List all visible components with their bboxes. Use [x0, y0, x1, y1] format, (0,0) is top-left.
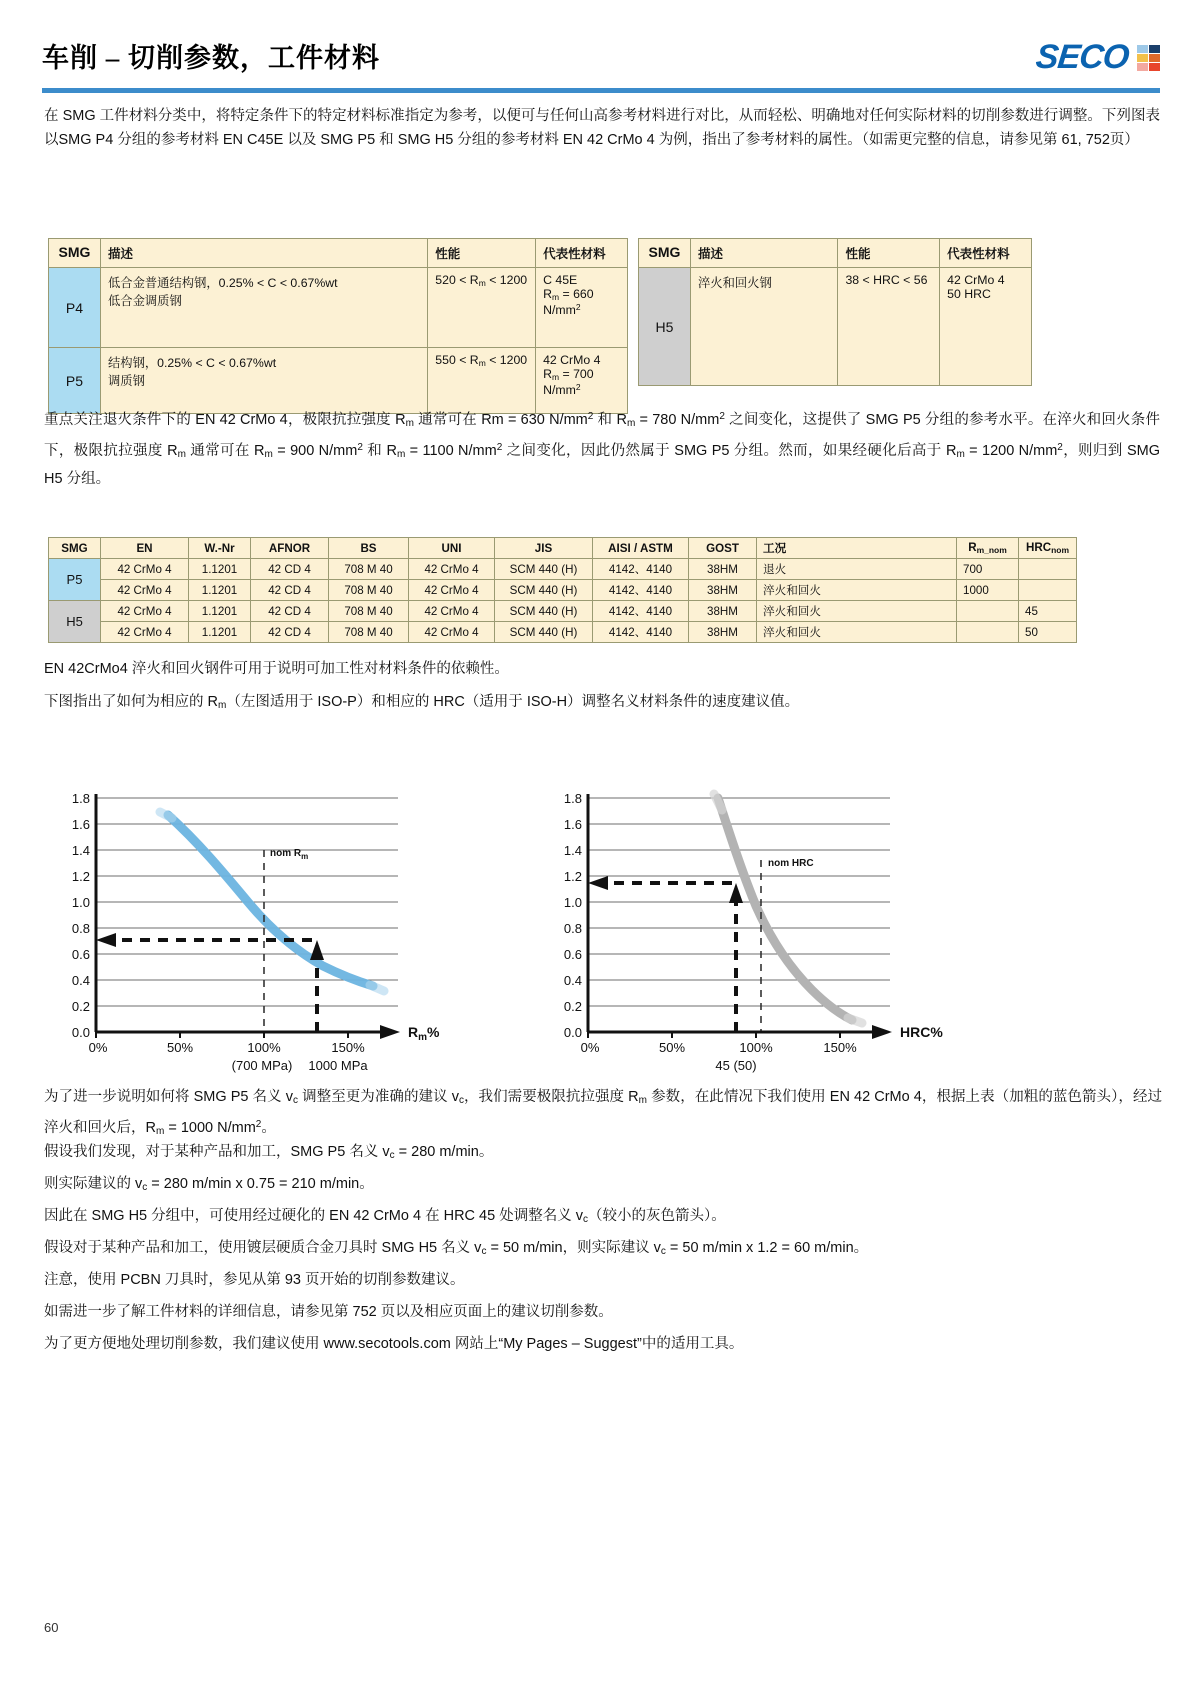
- svg-text:1.8: 1.8: [71, 791, 90, 806]
- seco-logo: [1033, 38, 1160, 77]
- table-row: [49, 348, 628, 414]
- svg-text:0.2: 0.2: [71, 999, 90, 1014]
- cell-gost: 38HM: [689, 559, 757, 580]
- material-line-1: 42 CrMo 4: [543, 353, 601, 367]
- col-header-gost: GOST: [689, 538, 757, 559]
- desc-line-1: 低合金普通结构钢，0.25% < C < 0.67%wt: [107, 276, 338, 290]
- col-header-jis: JIS: [495, 538, 593, 559]
- cell-rm-nom: [957, 601, 1019, 622]
- table-header-row: [639, 239, 1032, 268]
- table-row: [49, 580, 1077, 601]
- desc-line-2: 低合金调质钢: [107, 294, 182, 308]
- cell-material: [536, 268, 628, 348]
- page-number: 60: [44, 1620, 59, 1635]
- svg-text:150%: 150%: [823, 1040, 857, 1055]
- hrc-x-ticklabels: [581, 1040, 857, 1055]
- cell-afnor: 42 CD 4: [251, 601, 329, 622]
- table-row: [49, 268, 628, 348]
- col-header-smg: SMG: [49, 239, 101, 268]
- col-header-en: EN: [101, 538, 189, 559]
- cell-rm-nom: [957, 622, 1019, 643]
- rm-y-ticklabels: [72, 791, 90, 1040]
- cell-hrc-nom: 45: [1019, 601, 1077, 622]
- header-divider: [42, 88, 1160, 93]
- bottom-paragraph-3: 则实际建议的 $v_c = 280$ m/min x 0.75 = 210 m/min。: [44, 1176, 374, 1193]
- cell-rm-nom: 700: [957, 559, 1019, 580]
- svg-text:0.6: 0.6: [71, 947, 90, 962]
- col-header-material: 代表性材料: [536, 239, 628, 268]
- col-header-condition: 工况: [757, 538, 957, 559]
- material-line-1: C 45E: [543, 273, 578, 287]
- cell-wnr: 1.1201: [189, 601, 251, 622]
- cell-jis: SCM 440 (H): [495, 601, 593, 622]
- svg-text:1.2: 1.2: [71, 869, 90, 884]
- cell-performance: $520 < R_m < 1200$: [428, 268, 536, 348]
- col-header-desc: 描述: [690, 239, 837, 268]
- rm-x-arrowhead: [380, 1025, 400, 1039]
- svg-text:0.8: 0.8: [71, 921, 90, 936]
- svg-text:100%: 100%: [739, 1040, 773, 1055]
- cell-bs: 708 M 40: [329, 559, 409, 580]
- bottom-paragraph-5: 假设对于某种产品和加工，使用镀层硬质合金刀具时 SMG H5 名义 $v_c = 50$ m/min，则实际建议 $v_c = 50$ m/min x 1.2 = 60 m/min。: [44, 1240, 869, 1257]
- seco-logo-squares: [1137, 45, 1160, 71]
- hrc-left-arrowhead: [588, 876, 608, 890]
- col-header-hrc-nom: $HRC_{nom}$: [1019, 538, 1077, 559]
- col-header-aisi: AISI / ASTM: [593, 538, 689, 559]
- svg-text:1.0: 1.0: [563, 895, 582, 910]
- svg-text:0%: 0%: [88, 1040, 108, 1055]
- cell-uni: 42 CrMo 4: [409, 580, 495, 601]
- cell-aisi: 4142、4140: [593, 601, 689, 622]
- cell-gost: 38HM: [689, 622, 757, 643]
- svg-text:0%: 0%: [580, 1040, 600, 1055]
- rm-chart-svg: [48, 780, 468, 1100]
- col-header-rm-nom: $R_{m\_nom}$: [957, 538, 1019, 559]
- rm-x-ticklabels: [89, 1040, 365, 1055]
- material-line-1: 42 CrMo 4: [947, 273, 1005, 287]
- svg-text:(700 MPa): (700 MPa): [231, 1058, 293, 1073]
- svg-text:45 (50): 45 (50): [715, 1058, 757, 1073]
- cell-wnr: 1.1201: [189, 559, 251, 580]
- svg-text:100%: 100%: [247, 1040, 281, 1055]
- cell-condition: 退火: [757, 559, 957, 580]
- svg-text:1.6: 1.6: [71, 817, 90, 832]
- cell-aisi: 4142、4140: [593, 559, 689, 580]
- cell-jis: SCM 440 (H): [495, 559, 593, 580]
- material-line-2: $R_m = 660$ $N/mm^2$: [543, 287, 594, 317]
- svg-text:1.4: 1.4: [563, 843, 582, 858]
- cell-condition: 淬火和回火: [757, 601, 957, 622]
- col-header-wnr: W.-Nr: [189, 538, 251, 559]
- cell-jis: SCM 440 (H): [495, 580, 593, 601]
- col-header-smg: SMG: [639, 239, 691, 268]
- bottom-paragraph-6: 注意，使用 PCBN 刀具时，参见从第 93 页开始的切削参数建议。: [44, 1272, 465, 1288]
- desc-line-2: 调质钢: [107, 374, 145, 388]
- hrc-y-ticklabels: [564, 791, 582, 1040]
- col-header-perf: 性能: [838, 239, 940, 268]
- hrc-x-arrowhead: [872, 1025, 892, 1039]
- cell-condition: 淬火和回火: [757, 622, 957, 643]
- cell-bs: 708 M 40: [329, 622, 409, 643]
- cell-wnr: 1.1201: [189, 580, 251, 601]
- hrc-chart-svg: [540, 780, 960, 1100]
- seco-logo-text: SECO: [1033, 38, 1131, 76]
- table-header-row: [49, 239, 628, 268]
- svg-text:0.4: 0.4: [563, 973, 582, 988]
- cell-jis: SCM 440 (H): [495, 622, 593, 643]
- cell-afnor: 42 CD 4: [251, 622, 329, 643]
- rm-chart: [48, 780, 468, 1100]
- cell-hrc-nom: [1019, 580, 1077, 601]
- cell-en: 42 CrMo 4: [101, 601, 189, 622]
- cell-uni: 42 CrMo 4: [409, 622, 495, 643]
- cell-group-h5: H5: [49, 601, 101, 643]
- hrc-x-axis-title: HRC%: [900, 1024, 943, 1040]
- cell-material: [940, 268, 1032, 386]
- svg-text:0.4: 0.4: [71, 973, 90, 988]
- col-header-afnor: AFNOR: [251, 538, 329, 559]
- col-header-bs: BS: [329, 538, 409, 559]
- rm-x-axis-title: $R_m\%$: [408, 1024, 440, 1043]
- svg-text:1.0: 1.0: [71, 895, 90, 910]
- hrc-curve: [718, 798, 852, 1020]
- bottom-paragraph-7: 如需进一步了解工件材料的详细信息，请参见第 752 页以及相应页面上的建议切削参数。: [44, 1304, 613, 1320]
- col-header-desc: 描述: [100, 239, 427, 268]
- cell-smg-group: H5: [639, 268, 691, 386]
- rm-x-sublabels: [232, 1058, 369, 1073]
- cell-gost: 38HM: [689, 580, 757, 601]
- bottom-paragraph-1: 为了进一步说明如何将 SMG P5 名义 $v_c$ 调整至更为准确的建议 $v_c$，我们需要极限抗拉强度 $R_m$ 参数，在此情况下我们使用 EN 42 CrMo 4，根据上表（加粗的蓝色箭头），经过淬火和回火后，$R_m = 1000$ $N/mm^2$。: [44, 1089, 1162, 1137]
- cell-performance: $550 < R_m < 1200$: [428, 348, 536, 414]
- cell-condition: 淬火和回火: [757, 580, 957, 601]
- cell-aisi: 4142、4140: [593, 622, 689, 643]
- cell-description: [100, 348, 427, 414]
- svg-text:0.2: 0.2: [563, 999, 582, 1014]
- table-row: [49, 622, 1077, 643]
- page-header: [0, 0, 1200, 92]
- cell-gost: 38HM: [689, 601, 757, 622]
- svg-text:1.6: 1.6: [563, 817, 582, 832]
- cell-afnor: 42 CD 4: [251, 580, 329, 601]
- cell-hrc-nom: 50: [1019, 622, 1077, 643]
- svg-text:1.4: 1.4: [71, 843, 90, 858]
- intro-paragraph: 在 SMG 工件材料分类中，将特定条件下的特定材料标准指定为参考，以便可与任何山高参考材料进行对比，从而轻松、明确地对任何实际材料的切削参数进行调整。下列图表以SMG P4 分组的参考材料 EN C45E 以及 SMG P5 和 SMG H5 分组的参考材料 EN 42 CrMo 4 为例，指出了参考材料的属性。（如需更完整的信息，请参见第 61, 752页）: [44, 108, 1160, 148]
- svg-text:0.6: 0.6: [563, 947, 582, 962]
- mid-paragraph: 重点关注退火条件下的 EN 42 CrMo 4，极限抗拉强度 $R_m$ 通常可在 Rm = 630 $N/mm^2$ 和 $R_m = 780$ $N/mm^2$ 之间变化，这提供了 SMG P5 分组的参考水平。在淬火和回火条件下，极限抗拉强度 $R_m$ 通常可在 $R_m = 900$ $N/mm^2$ 和 $R_m = 1100$ $N/mm^2$ 之间变化，因此仍然属于 SMG P5 分组。然而，如果经硬化后高于 $R_m = 1200$ $N/mm^2$，则归到 SMG H5 分组。: [44, 411, 1160, 487]
- smg-p-table: [48, 238, 628, 414]
- cell-material: [536, 348, 628, 414]
- cell-uni: 42 CrMo 4: [409, 601, 495, 622]
- cell-wnr: 1.1201: [189, 622, 251, 643]
- cell-smg-group: P5: [49, 348, 101, 414]
- cell-uni: 42 CrMo 4: [409, 559, 495, 580]
- col-header-material: 代表性材料: [940, 239, 1032, 268]
- material-line-2: 50 HRC: [947, 287, 991, 301]
- cell-group-p5: P5: [49, 559, 101, 601]
- rm-up-arrowhead: [310, 940, 324, 960]
- col-header-perf: 性能: [428, 239, 536, 268]
- bottom-paragraph-2: 假设我们发现，对于某种产品和加工，SMG P5 名义 $v_c = 280$ m/min。: [44, 1144, 494, 1161]
- table-row: [49, 559, 1077, 580]
- table-header-row: [49, 538, 1077, 559]
- cell-afnor: 42 CD 4: [251, 559, 329, 580]
- hrc-chart: [540, 780, 960, 1100]
- desc-line-1: 结构钢，0.25% < C < 0.67%wt: [107, 356, 277, 370]
- standards-table: [48, 537, 1077, 643]
- bottom-paragraph-8: 为了更方便地处理切削参数，我们建议使用 www.secotools.com 网站上“My Pages – Suggest”中的适用工具。: [44, 1336, 744, 1352]
- material-line-2: $R_m = 700$ $N/mm^2$: [543, 367, 594, 397]
- svg-text:0.0: 0.0: [71, 1025, 90, 1040]
- cell-hrc-nom: [1019, 559, 1077, 580]
- cell-en: 42 CrMo 4: [101, 559, 189, 580]
- hrc-up-arrowhead: [729, 883, 743, 903]
- cell-performance: 38 < HRC < 56: [838, 268, 940, 386]
- svg-text:0.8: 0.8: [563, 921, 582, 936]
- cell-rm-nom: 1000: [957, 580, 1019, 601]
- svg-text:50%: 50%: [658, 1040, 686, 1055]
- table-row: [639, 268, 1032, 386]
- cell-description: 淬火和回火钢: [690, 268, 837, 386]
- col-header-uni: UNI: [409, 538, 495, 559]
- rm-nominal-label: nom $R_m$: [270, 848, 309, 861]
- smg-h-table: [638, 238, 1032, 386]
- bottom-paragraph-4: 因此在 SMG H5 分组中，可使用经过硬化的 EN 42 CrMo 4 在 HRC 45 处调整名义 $v_c$（较小的灰色箭头）。: [44, 1208, 726, 1225]
- cell-description: [100, 268, 427, 348]
- page-title: 车削 – 切削参数，工件材料: [42, 43, 380, 73]
- svg-text:50%: 50%: [166, 1040, 194, 1055]
- cell-en: 42 CrMo 4: [101, 622, 189, 643]
- cell-smg-group: P4: [49, 268, 101, 348]
- cell-bs: 708 M 40: [329, 580, 409, 601]
- col-header-smg: SMG: [49, 538, 101, 559]
- cell-bs: 708 M 40: [329, 601, 409, 622]
- table-row: [49, 601, 1077, 622]
- svg-text:0.0: 0.0: [563, 1025, 582, 1040]
- after-table-line-2: 下图指出了如何为相应的 $R_m$（左图适用于 ISO-P）和相应的 HRC（适用于 ISO-H）调整名义材料条件的速度建议值。: [44, 694, 800, 711]
- hrc-nominal-label: nom HRC: [768, 858, 814, 869]
- cell-en: 42 CrMo 4: [101, 580, 189, 601]
- after-table-line-1: EN 42CrMo4 淬火和回火钢件可用于说明可加工性对材料条件的依赖性。: [44, 661, 509, 677]
- svg-text:1.2: 1.2: [563, 869, 582, 884]
- cell-aisi: 4142、4140: [593, 580, 689, 601]
- rm-left-arrowhead: [96, 933, 116, 947]
- svg-text:1000 MPa: 1000 MPa: [308, 1058, 368, 1073]
- rm-curve: [168, 815, 373, 986]
- svg-text:150%: 150%: [331, 1040, 365, 1055]
- svg-text:1.8: 1.8: [563, 791, 582, 806]
- hrc-x-sublabels: [715, 1058, 756, 1073]
